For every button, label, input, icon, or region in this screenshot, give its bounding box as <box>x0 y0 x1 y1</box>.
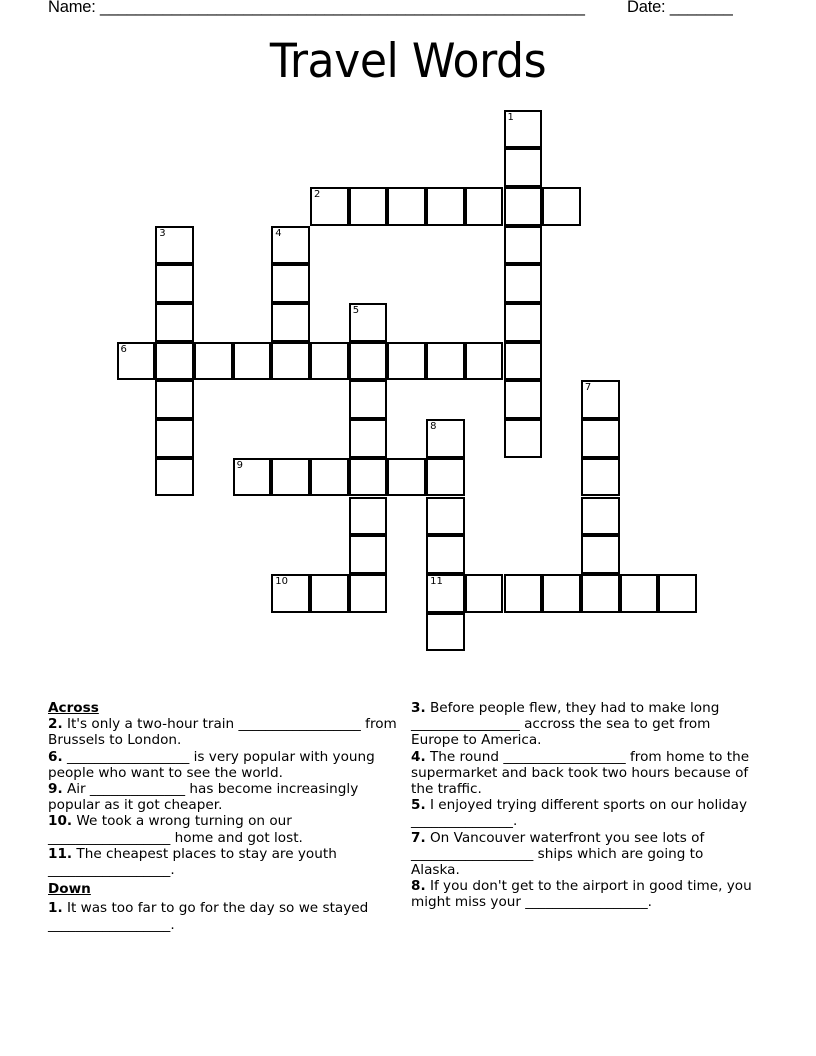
clue-down-1 <box>48 900 398 932</box>
grid-cell[interactable] <box>426 535 465 574</box>
clue-number-label: 1 <box>507 111 514 123</box>
grid-cell[interactable] <box>271 342 310 381</box>
clue-number-label: 8 <box>430 421 437 433</box>
grid-cell[interactable] <box>542 187 581 226</box>
clue-across-6 <box>48 749 398 781</box>
clue-number-label: 10 <box>275 575 289 587</box>
grid-cell[interactable] <box>349 303 388 342</box>
clue-across-11 <box>48 846 398 878</box>
grid-cell[interactable] <box>581 380 620 419</box>
clue-down-5 <box>411 797 756 829</box>
clue-text: __________________ is very popular with young people who want to see the world. <box>48 748 375 781</box>
grid-cell[interactable] <box>426 419 465 458</box>
grid-cell[interactable] <box>426 458 465 497</box>
grid-cell[interactable] <box>504 303 543 342</box>
clues-column-left <box>48 700 398 933</box>
grid-cell[interactable] <box>387 458 426 497</box>
grid-cell[interactable] <box>620 574 659 613</box>
grid-cell[interactable] <box>271 458 310 497</box>
grid-cell[interactable] <box>349 380 388 419</box>
grid-cell[interactable] <box>233 342 272 381</box>
grid-cell[interactable] <box>155 303 194 342</box>
clue-number-label: 11 <box>430 575 443 587</box>
clue-number: 5. <box>411 797 426 814</box>
clue-text: The round __________________ from home to the supermarket and back took two hours because of the traffic. <box>411 748 750 798</box>
grid-cell[interactable] <box>155 342 194 381</box>
grid-cell[interactable] <box>426 342 465 381</box>
clue-down-4 <box>411 749 756 798</box>
grid-cell[interactable] <box>504 264 543 303</box>
down-heading: Down <box>48 881 91 898</box>
grid-cell[interactable] <box>504 187 543 226</box>
clue-text: If you don't get to the airport in good time, you might miss your __________________. <box>411 878 752 911</box>
grid-cell[interactable] <box>504 380 543 419</box>
grid-cell[interactable] <box>155 264 194 303</box>
clue-number-label: 9 <box>236 459 243 471</box>
clue-number: 3. <box>411 700 426 716</box>
grid-cell[interactable] <box>117 342 156 381</box>
grid-cell[interactable] <box>387 187 426 226</box>
clue-text: It's only a two-hour train __________________ from Brussels to London. <box>48 716 397 749</box>
grid-cell[interactable] <box>233 458 272 497</box>
grid-cell[interactable] <box>155 226 194 265</box>
grid-cell[interactable] <box>271 303 310 342</box>
grid-cell[interactable] <box>426 574 465 613</box>
grid-cell[interactable] <box>658 574 697 613</box>
grid-cell[interactable] <box>349 458 388 497</box>
clue-number: 11. <box>48 845 73 862</box>
grid-cell[interactable] <box>387 342 426 381</box>
clue-number-label: 5 <box>352 305 360 316</box>
date-field[interactable]: Date: _______ <box>627 0 733 16</box>
clues-column-right <box>411 700 756 911</box>
clue-number: 6. <box>48 748 63 765</box>
grid-cell[interactable] <box>581 535 620 574</box>
across-heading: Across <box>48 700 99 716</box>
grid-cell[interactable] <box>504 574 543 613</box>
grid-cell[interactable] <box>310 458 349 497</box>
grid-cell[interactable] <box>581 497 620 536</box>
clue-text: I enjoyed trying different sports on our holiday _______________. <box>411 797 748 830</box>
clue-across-9 <box>48 781 398 813</box>
grid-cell[interactable] <box>155 458 194 497</box>
grid-cell[interactable] <box>349 187 388 226</box>
grid-cell[interactable] <box>310 342 349 381</box>
clue-number: 1. <box>48 900 63 917</box>
grid-cell[interactable] <box>426 187 465 226</box>
grid-cell[interactable] <box>504 342 543 381</box>
clue-number-label: 7 <box>584 382 592 394</box>
grid-cell[interactable] <box>155 380 194 419</box>
grid-cell[interactable] <box>349 419 388 458</box>
clue-text: We took a wrong turning on our __________________ home and got lost. <box>48 813 303 846</box>
grid-cell[interactable] <box>271 264 310 303</box>
clue-number: 8. <box>411 878 426 895</box>
clue-number: 7. <box>411 829 426 846</box>
grid-cell[interactable] <box>504 110 543 149</box>
clue-number-label: 6 <box>120 343 127 355</box>
grid-cell[interactable] <box>465 342 504 381</box>
grid-cell[interactable] <box>271 226 310 265</box>
grid-cell[interactable] <box>504 226 543 265</box>
name-field[interactable]: Name: ______________________________________________________ <box>48 0 585 16</box>
clue-number-label: 2 <box>314 188 321 200</box>
clue-across-2 <box>48 716 398 748</box>
grid-cell[interactable] <box>194 342 233 381</box>
grid-cell[interactable] <box>349 535 388 574</box>
clue-number: 9. <box>48 781 63 798</box>
grid-cell[interactable] <box>581 574 620 613</box>
clue-text: On Vancouver waterfront you see lots of __________________ ships which are going to Alaska. <box>411 829 705 879</box>
grid-cell[interactable] <box>349 342 388 381</box>
clue-text: Air ______________ has become increasingly popular as it got cheaper. <box>48 781 359 814</box>
clue-number: 4. <box>411 748 426 765</box>
grid-cell[interactable] <box>271 574 310 613</box>
grid-cell[interactable] <box>426 497 465 536</box>
clue-text: It was too far to go for the day so we stayed __________________. <box>48 900 369 933</box>
grid-cell[interactable] <box>465 574 504 613</box>
grid-cell[interactable] <box>310 187 349 226</box>
clue-down-8 <box>411 878 756 910</box>
grid-cell[interactable] <box>504 148 543 187</box>
clue-number: 10. <box>48 813 73 830</box>
grid-cell[interactable] <box>310 574 349 613</box>
grid-cell[interactable] <box>465 187 504 226</box>
grid-cell[interactable] <box>349 574 388 613</box>
grid-cell[interactable] <box>155 419 194 458</box>
clue-number: 2. <box>48 716 63 733</box>
clue-across-10 <box>48 813 398 845</box>
clue-down-7 <box>411 830 756 879</box>
page-title: Travel Words <box>269 34 547 89</box>
clue-text: The cheapest places to stay are youth __________________. <box>48 845 337 879</box>
clue-number-label: 4 <box>275 227 282 239</box>
grid-cell[interactable] <box>581 419 620 458</box>
grid-cell[interactable] <box>542 574 581 613</box>
grid-cell[interactable] <box>349 497 388 536</box>
grid-cell[interactable] <box>426 613 465 652</box>
grid-cell[interactable] <box>581 458 620 497</box>
grid-cell[interactable] <box>504 419 543 458</box>
clue-text: Before people flew, they had to make long ________________ accross the sea to get from Europe to America. <box>411 700 720 749</box>
clue-number-label: 3 <box>159 227 166 239</box>
clue-down-3 <box>411 700 756 749</box>
